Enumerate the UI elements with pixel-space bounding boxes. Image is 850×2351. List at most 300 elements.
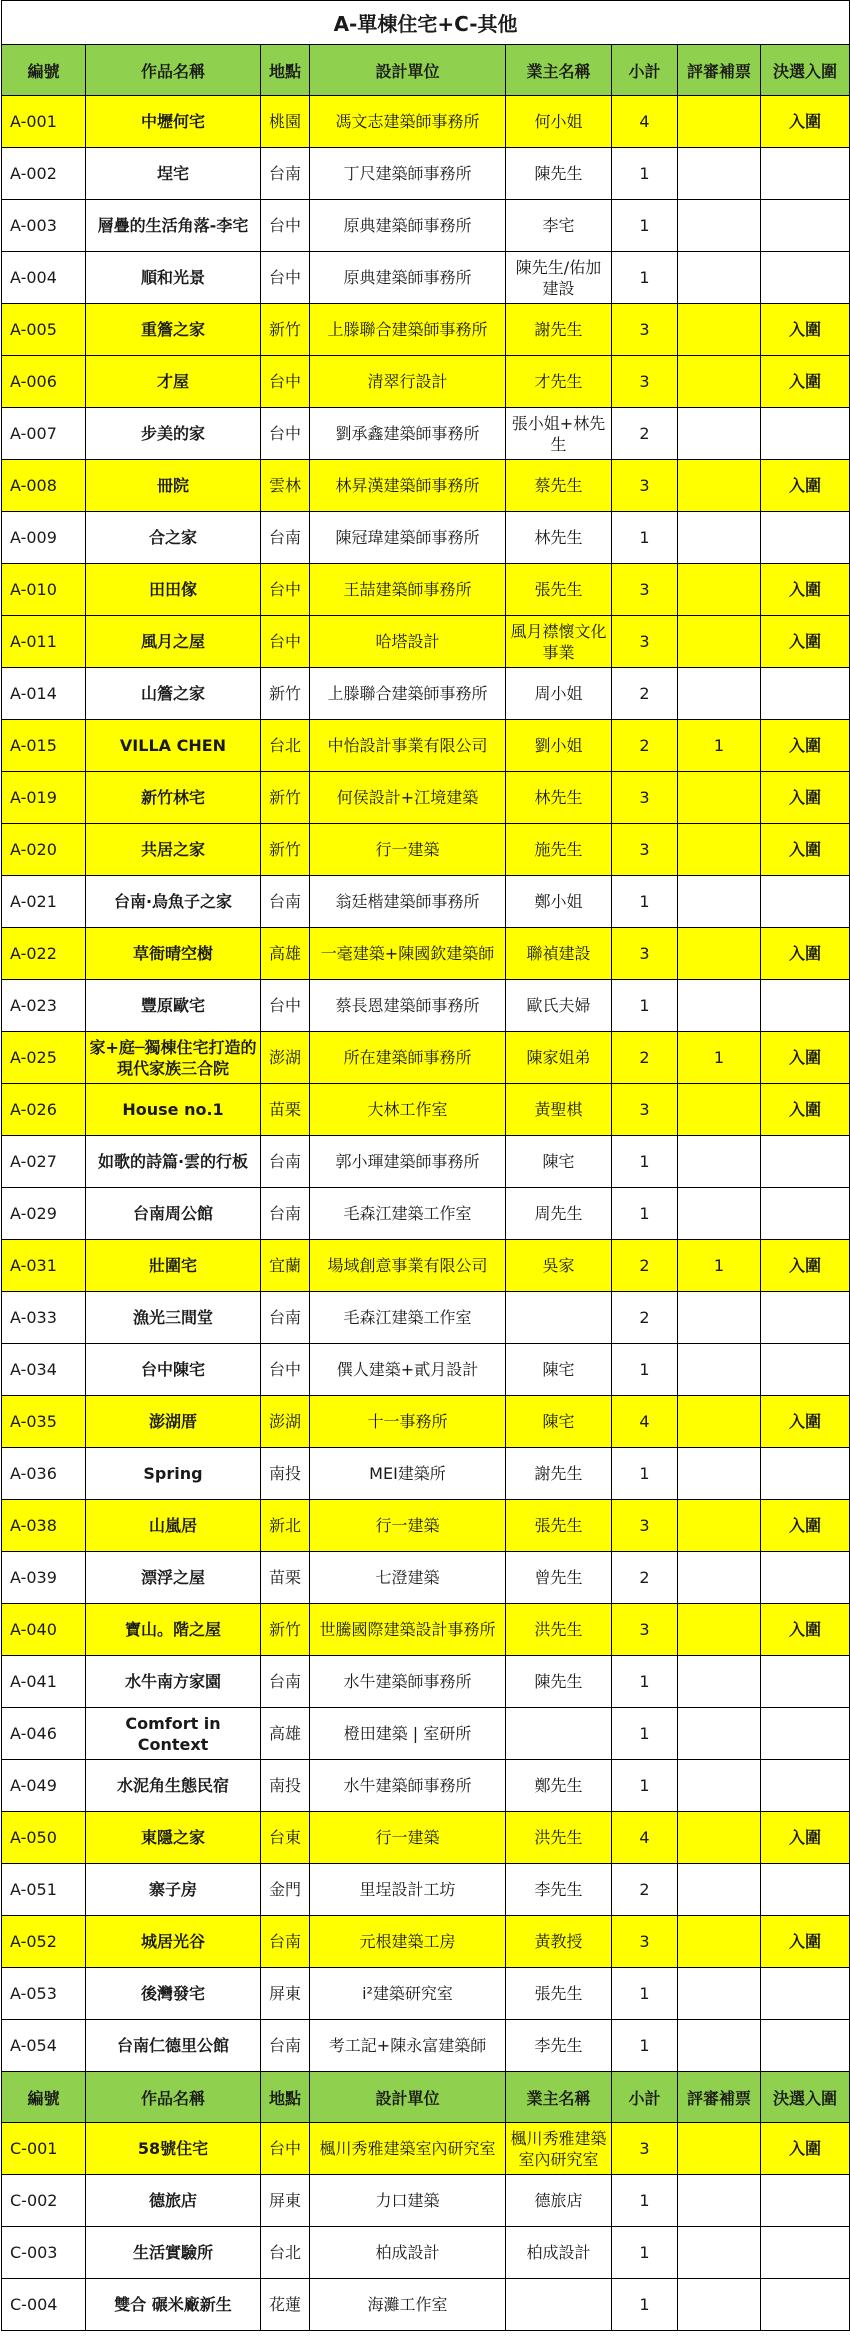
cell-designer: i²建築研究室 (310, 1968, 506, 2020)
cell-designer: 柏成設計 (310, 2227, 506, 2279)
cell-final-selection (761, 2020, 850, 2072)
cell-designer: 馮文志建築師事務所 (310, 96, 506, 148)
cell-location: 台中 (261, 2123, 310, 2175)
cell-final-selection: 入圍 (761, 1084, 850, 1136)
cell-id: A-011 (2, 616, 86, 668)
cell-final-selection (761, 408, 850, 460)
cell-id: A-027 (2, 1136, 86, 1188)
cell-count: 3 (612, 616, 678, 668)
cell-final-selection: 入圍 (761, 772, 850, 824)
cell-id: A-003 (2, 200, 86, 252)
cell-location: 新竹 (261, 1604, 310, 1656)
cell-location: 高雄 (261, 1708, 310, 1760)
cell-designer: 水牛建築師事務所 (310, 1760, 506, 1812)
cell-project-name: 58號住宅 (86, 2123, 261, 2175)
cell-jury-vote (678, 356, 761, 408)
table-row (2, 824, 850, 876)
cell-project-name: 山簷之家 (86, 668, 261, 720)
cell-id: A-041 (2, 1656, 86, 1708)
cell-project-name: 田田傢 (86, 564, 261, 616)
cell-count: 3 (612, 1916, 678, 1968)
cell-jury-vote (678, 876, 761, 928)
cell-jury-vote (678, 1136, 761, 1188)
table-row (2, 2227, 850, 2279)
cell-jury-vote (678, 2279, 761, 2331)
cell-designer: 力口建築 (310, 2175, 506, 2227)
cell-project-name: 城居光谷 (86, 1916, 261, 1968)
cell-jury-vote (678, 1864, 761, 1916)
cell-jury-vote (678, 1708, 761, 1760)
cell-id: A-015 (2, 720, 86, 772)
cell-location: 新竹 (261, 772, 310, 824)
cell-final-selection: 入圍 (761, 1032, 850, 1084)
table-row (2, 1916, 850, 1968)
cell-owner: 施先生 (506, 824, 612, 876)
cell-owner: 陳宅 (506, 1396, 612, 1448)
cell-count: 1 (612, 1136, 678, 1188)
table-row (2, 2175, 850, 2227)
cell-project-name: House no.1 (86, 1084, 261, 1136)
cell-location: 台南 (261, 1188, 310, 1240)
cell-count: 4 (612, 96, 678, 148)
cell-jury-vote (678, 2175, 761, 2227)
cell-id: A-022 (2, 928, 86, 980)
table-row (2, 252, 850, 304)
table-row (2, 1864, 850, 1916)
cell-count: 1 (612, 1760, 678, 1812)
cell-count: 1 (612, 512, 678, 564)
cell-owner: 張先生 (506, 1500, 612, 1552)
cell-id: C-002 (2, 2175, 86, 2227)
cell-designer: 一毫建築+陳國欽建築師 (310, 928, 506, 980)
cell-location: 台南 (261, 1916, 310, 1968)
header-jury-vote: 評審補票 (678, 45, 761, 96)
cell-designer: 考工記+陳永富建築師 (310, 2020, 506, 2072)
header-id: 編號 (2, 2072, 86, 2123)
table-row (2, 1136, 850, 1188)
cell-designer: 上滕聯合建築師事務所 (310, 304, 506, 356)
cell-location: 苗栗 (261, 1084, 310, 1136)
cell-owner: 歐氏夫婦 (506, 980, 612, 1032)
cell-owner: 周先生 (506, 1188, 612, 1240)
cell-final-selection (761, 1968, 850, 2020)
cell-location: 高雄 (261, 928, 310, 980)
cell-count: 2 (612, 1240, 678, 1292)
cell-final-selection: 入圍 (761, 1500, 850, 1552)
cell-count: 2 (612, 408, 678, 460)
table-row (2, 1968, 850, 2020)
header-row (2, 2072, 850, 2123)
cell-count: 1 (612, 1344, 678, 1396)
header-count: 小計 (612, 45, 678, 96)
cell-project-name: 中壢何宅 (86, 96, 261, 148)
cell-location: 台北 (261, 720, 310, 772)
cell-id: A-001 (2, 96, 86, 148)
cell-id: A-020 (2, 824, 86, 876)
cell-id: A-053 (2, 1968, 86, 2020)
cell-location: 新北 (261, 1500, 310, 1552)
cell-project-name: 澎湖厝 (86, 1396, 261, 1448)
cell-jury-vote (678, 200, 761, 252)
cell-designer: 林昇漢建築師事務所 (310, 460, 506, 512)
cell-final-selection (761, 980, 850, 1032)
cell-project-name: 寶山。階之屋 (86, 1604, 261, 1656)
cell-count: 3 (612, 564, 678, 616)
cell-jury-vote (678, 1188, 761, 1240)
cell-final-selection (761, 1136, 850, 1188)
cell-final-selection (761, 1656, 850, 1708)
cell-designer: 里埕設計工坊 (310, 1864, 506, 1916)
table-row (2, 720, 850, 772)
cell-count: 1 (612, 200, 678, 252)
cell-designer: 清翠行設計 (310, 356, 506, 408)
table-row (2, 1656, 850, 1708)
cell-designer: 七澄建築 (310, 1552, 506, 1604)
table-row (2, 148, 850, 200)
cell-designer: 陳冠瑋建築師事務所 (310, 512, 506, 564)
cell-id: A-035 (2, 1396, 86, 1448)
cell-project-name: 如歌的詩篇·雲的行板 (86, 1136, 261, 1188)
cell-jury-vote (678, 980, 761, 1032)
cell-designer: 翁廷楷建築師事務所 (310, 876, 506, 928)
cell-jury-vote (678, 564, 761, 616)
cell-count: 1 (612, 2020, 678, 2072)
cell-owner: 李宅 (506, 200, 612, 252)
table-row (2, 1396, 850, 1448)
header-location: 地點 (261, 45, 310, 96)
cell-designer: 何侯設計+江境建築 (310, 772, 506, 824)
cell-owner: 吳家 (506, 1240, 612, 1292)
cell-count: 2 (612, 720, 678, 772)
cell-owner: 洪先生 (506, 1604, 612, 1656)
cell-location: 台中 (261, 564, 310, 616)
cell-id: A-052 (2, 1916, 86, 1968)
cell-count: 3 (612, 304, 678, 356)
table-title-row (2, 1, 850, 45)
cell-jury-vote (678, 1968, 761, 2020)
table-row (2, 460, 850, 512)
cell-final-selection (761, 1552, 850, 1604)
cell-jury-vote (678, 1656, 761, 1708)
table-row (2, 2279, 850, 2331)
cell-final-selection: 入圍 (761, 1812, 850, 1864)
table-row (2, 1500, 850, 1552)
cell-jury-vote (678, 1760, 761, 1812)
cell-location: 桃園 (261, 96, 310, 148)
cell-jury-vote (678, 304, 761, 356)
cell-project-name: 埕宅 (86, 148, 261, 200)
cell-owner: 黃教授 (506, 1916, 612, 1968)
cell-count: 1 (612, 1188, 678, 1240)
cell-owner: 楓川秀雅建築室內研究室 (506, 2123, 612, 2175)
cell-designer: 海灘工作室 (310, 2279, 506, 2331)
cell-owner: 陳宅 (506, 1136, 612, 1188)
cell-final-selection: 入圍 (761, 824, 850, 876)
table-body (2, 1, 850, 2331)
table-row (2, 1292, 850, 1344)
header-location: 地點 (261, 2072, 310, 2123)
header-count: 小計 (612, 2072, 678, 2123)
cell-project-name: VILLA CHEN (86, 720, 261, 772)
cell-id: A-026 (2, 1084, 86, 1136)
table-row (2, 2020, 850, 2072)
cell-designer: 王喆建築師事務所 (310, 564, 506, 616)
cell-count: 1 (612, 252, 678, 304)
cell-id: A-005 (2, 304, 86, 356)
header-final-selection: 決選入圍 (761, 2072, 850, 2123)
cell-location: 屏東 (261, 1968, 310, 2020)
cell-designer: 郭小琿建築師事務所 (310, 1136, 506, 1188)
cell-jury-vote (678, 1916, 761, 1968)
cell-final-selection: 入圍 (761, 616, 850, 668)
cell-designer: MEI建築所 (310, 1448, 506, 1500)
cell-final-selection: 入圍 (761, 2123, 850, 2175)
cell-location: 台南 (261, 148, 310, 200)
cell-designer: 世騰國際建築設計事務所 (310, 1604, 506, 1656)
cell-location: 台北 (261, 2227, 310, 2279)
cell-count: 1 (612, 2175, 678, 2227)
cell-owner: 陳先生 (506, 148, 612, 200)
cell-designer: 行一建築 (310, 1812, 506, 1864)
cell-final-selection (761, 1760, 850, 1812)
cell-designer: 大林工作室 (310, 1084, 506, 1136)
cell-location: 新竹 (261, 668, 310, 720)
cell-jury-vote: 1 (678, 720, 761, 772)
cell-jury-vote (678, 252, 761, 304)
cell-jury-vote (678, 1812, 761, 1864)
cell-final-selection (761, 148, 850, 200)
header-project-name: 作品名稱 (86, 2072, 261, 2123)
cell-project-name: 水泥角生態民宿 (86, 1760, 261, 1812)
cell-owner (506, 2279, 612, 2331)
cell-designer: 行一建築 (310, 1500, 506, 1552)
cell-count: 1 (612, 980, 678, 1032)
cell-id: A-029 (2, 1188, 86, 1240)
cell-jury-vote (678, 2020, 761, 2072)
header-project-name: 作品名稱 (86, 45, 261, 96)
header-designer: 設計單位 (310, 45, 506, 96)
cell-id: A-040 (2, 1604, 86, 1656)
cell-designer: 毛森江建築工作室 (310, 1188, 506, 1240)
cell-designer: 元根建築工房 (310, 1916, 506, 1968)
cell-project-name: 步美的家 (86, 408, 261, 460)
cell-designer: 丁尺建築師事務所 (310, 148, 506, 200)
cell-designer: 蔡長恩建築師事務所 (310, 980, 506, 1032)
table-row (2, 304, 850, 356)
cell-count: 3 (612, 460, 678, 512)
cell-count: 1 (612, 2227, 678, 2279)
table-row (2, 1448, 850, 1500)
cell-count: 1 (612, 2279, 678, 2331)
cell-project-name: 後灣發宅 (86, 1968, 261, 2020)
cell-jury-vote: 1 (678, 1032, 761, 1084)
cell-jury-vote (678, 2227, 761, 2279)
cell-id: A-050 (2, 1812, 86, 1864)
cell-project-name: 壯圍宅 (86, 1240, 261, 1292)
cell-location: 南投 (261, 1448, 310, 1500)
cell-owner: 蔡先生 (506, 460, 612, 512)
cell-jury-vote (678, 148, 761, 200)
cell-final-selection (761, 2279, 850, 2331)
table-row (2, 408, 850, 460)
cell-project-name: Spring (86, 1448, 261, 1500)
cell-id: A-002 (2, 148, 86, 200)
cell-id: A-021 (2, 876, 86, 928)
cell-project-name: 順和光景 (86, 252, 261, 304)
cell-designer: 毛森江建築工作室 (310, 1292, 506, 1344)
cell-owner: 李先生 (506, 2020, 612, 2072)
table-row (2, 1812, 850, 1864)
table-row (2, 1084, 850, 1136)
cell-location: 台南 (261, 876, 310, 928)
cell-final-selection: 入圍 (761, 564, 850, 616)
cell-owner: 聯禎建設 (506, 928, 612, 980)
cell-id: A-008 (2, 460, 86, 512)
cell-owner: 柏成設計 (506, 2227, 612, 2279)
cell-jury-vote (678, 1084, 761, 1136)
cell-owner: 黃聖棋 (506, 1084, 612, 1136)
cell-location: 金門 (261, 1864, 310, 1916)
cell-count: 2 (612, 668, 678, 720)
cell-owner: 劉小姐 (506, 720, 612, 772)
cell-id: A-051 (2, 1864, 86, 1916)
table-row (2, 928, 850, 980)
cell-designer: 所在建築師事務所 (310, 1032, 506, 1084)
cell-jury-vote (678, 408, 761, 460)
cell-location: 澎湖 (261, 1032, 310, 1084)
cell-location: 宜蘭 (261, 1240, 310, 1292)
table-row (2, 772, 850, 824)
cell-id: A-031 (2, 1240, 86, 1292)
cell-location: 台南 (261, 1292, 310, 1344)
table-row (2, 512, 850, 564)
cell-project-name: 台南仁德里公館 (86, 2020, 261, 2072)
cell-location: 南投 (261, 1760, 310, 1812)
cell-designer: 楓川秀雅建築室內研究室 (310, 2123, 506, 2175)
cell-location: 苗栗 (261, 1552, 310, 1604)
cell-project-name: 台南·烏魚子之家 (86, 876, 261, 928)
table-title: A-單棟住宅+C-其他 (2, 1, 850, 45)
cell-jury-vote (678, 1344, 761, 1396)
table-row (2, 668, 850, 720)
cell-id: A-014 (2, 668, 86, 720)
cell-final-selection: 入圍 (761, 1396, 850, 1448)
cell-project-name: 山嵐居 (86, 1500, 261, 1552)
cell-id: A-025 (2, 1032, 86, 1084)
cell-count: 2 (612, 1552, 678, 1604)
cell-final-selection (761, 2227, 850, 2279)
cell-final-selection (761, 512, 850, 564)
cell-jury-vote (678, 616, 761, 668)
cell-owner: 張先生 (506, 564, 612, 616)
cell-owner: 李先生 (506, 1864, 612, 1916)
cell-jury-vote (678, 1396, 761, 1448)
cell-location: 新竹 (261, 304, 310, 356)
cell-location: 台中 (261, 616, 310, 668)
cell-final-selection (761, 1292, 850, 1344)
cell-location: 台南 (261, 1136, 310, 1188)
cell-owner: 陳家姐弟 (506, 1032, 612, 1084)
cell-jury-vote (678, 512, 761, 564)
cell-id: A-023 (2, 980, 86, 1032)
cell-id: A-010 (2, 564, 86, 616)
cell-jury-vote (678, 96, 761, 148)
header-owner: 業主名稱 (506, 2072, 612, 2123)
cell-owner: 曾先生 (506, 1552, 612, 1604)
cell-owner (506, 1708, 612, 1760)
cell-jury-vote (678, 668, 761, 720)
cell-count: 1 (612, 876, 678, 928)
cell-location: 台南 (261, 512, 310, 564)
cell-jury-vote (678, 1552, 761, 1604)
cell-id: A-007 (2, 408, 86, 460)
header-owner: 業主名稱 (506, 45, 612, 96)
table-row (2, 876, 850, 928)
cell-location: 台東 (261, 1812, 310, 1864)
table-row (2, 616, 850, 668)
cell-count: 1 (612, 1968, 678, 2020)
cell-jury-vote (678, 1448, 761, 1500)
cell-project-name: 東隱之家 (86, 1812, 261, 1864)
cell-designer: 中怡設計事業有限公司 (310, 720, 506, 772)
cell-count: 1 (612, 1656, 678, 1708)
cell-designer: 劉承鑫建築師事務所 (310, 408, 506, 460)
cell-project-name: 草衙晴空樹 (86, 928, 261, 980)
cell-location: 台中 (261, 1344, 310, 1396)
cell-project-name: 合之家 (86, 512, 261, 564)
cell-project-name: 台南周公館 (86, 1188, 261, 1240)
cell-count: 3 (612, 1604, 678, 1656)
cell-project-name: 台中陳宅 (86, 1344, 261, 1396)
cell-count: 3 (612, 2123, 678, 2175)
cell-count: 3 (612, 824, 678, 876)
cell-final-selection (761, 668, 850, 720)
cell-final-selection: 入圍 (761, 96, 850, 148)
table-row (2, 2123, 850, 2175)
cell-designer: 哈塔設計 (310, 616, 506, 668)
cell-owner: 鄭先生 (506, 1760, 612, 1812)
cell-count: 1 (612, 1448, 678, 1500)
cell-id: A-033 (2, 1292, 86, 1344)
cell-final-selection: 入圍 (761, 1916, 850, 1968)
cell-owner: 才先生 (506, 356, 612, 408)
cell-project-name: 雙合 碾米廠新生 (86, 2279, 261, 2331)
cell-designer: 行一建築 (310, 824, 506, 876)
cell-count: 1 (612, 1708, 678, 1760)
table-row (2, 1604, 850, 1656)
cell-jury-vote: 1 (678, 1240, 761, 1292)
cell-final-selection: 入圍 (761, 1604, 850, 1656)
table-row (2, 96, 850, 148)
cell-id: A-019 (2, 772, 86, 824)
cell-final-selection (761, 1188, 850, 1240)
cell-location: 台中 (261, 356, 310, 408)
cell-designer: 上滕聯合建築師事務所 (310, 668, 506, 720)
cell-id: A-009 (2, 512, 86, 564)
table-row (2, 200, 850, 252)
cell-project-name: 漂浮之屋 (86, 1552, 261, 1604)
cell-jury-vote (678, 2123, 761, 2175)
header-row (2, 45, 850, 96)
cell-project-name: 共居之家 (86, 824, 261, 876)
cell-jury-vote (678, 1500, 761, 1552)
cell-location: 屏東 (261, 2175, 310, 2227)
cell-count: 3 (612, 1084, 678, 1136)
cell-final-selection: 入圍 (761, 720, 850, 772)
cell-jury-vote (678, 1292, 761, 1344)
cell-owner: 周小姐 (506, 668, 612, 720)
cell-id: C-001 (2, 2123, 86, 2175)
